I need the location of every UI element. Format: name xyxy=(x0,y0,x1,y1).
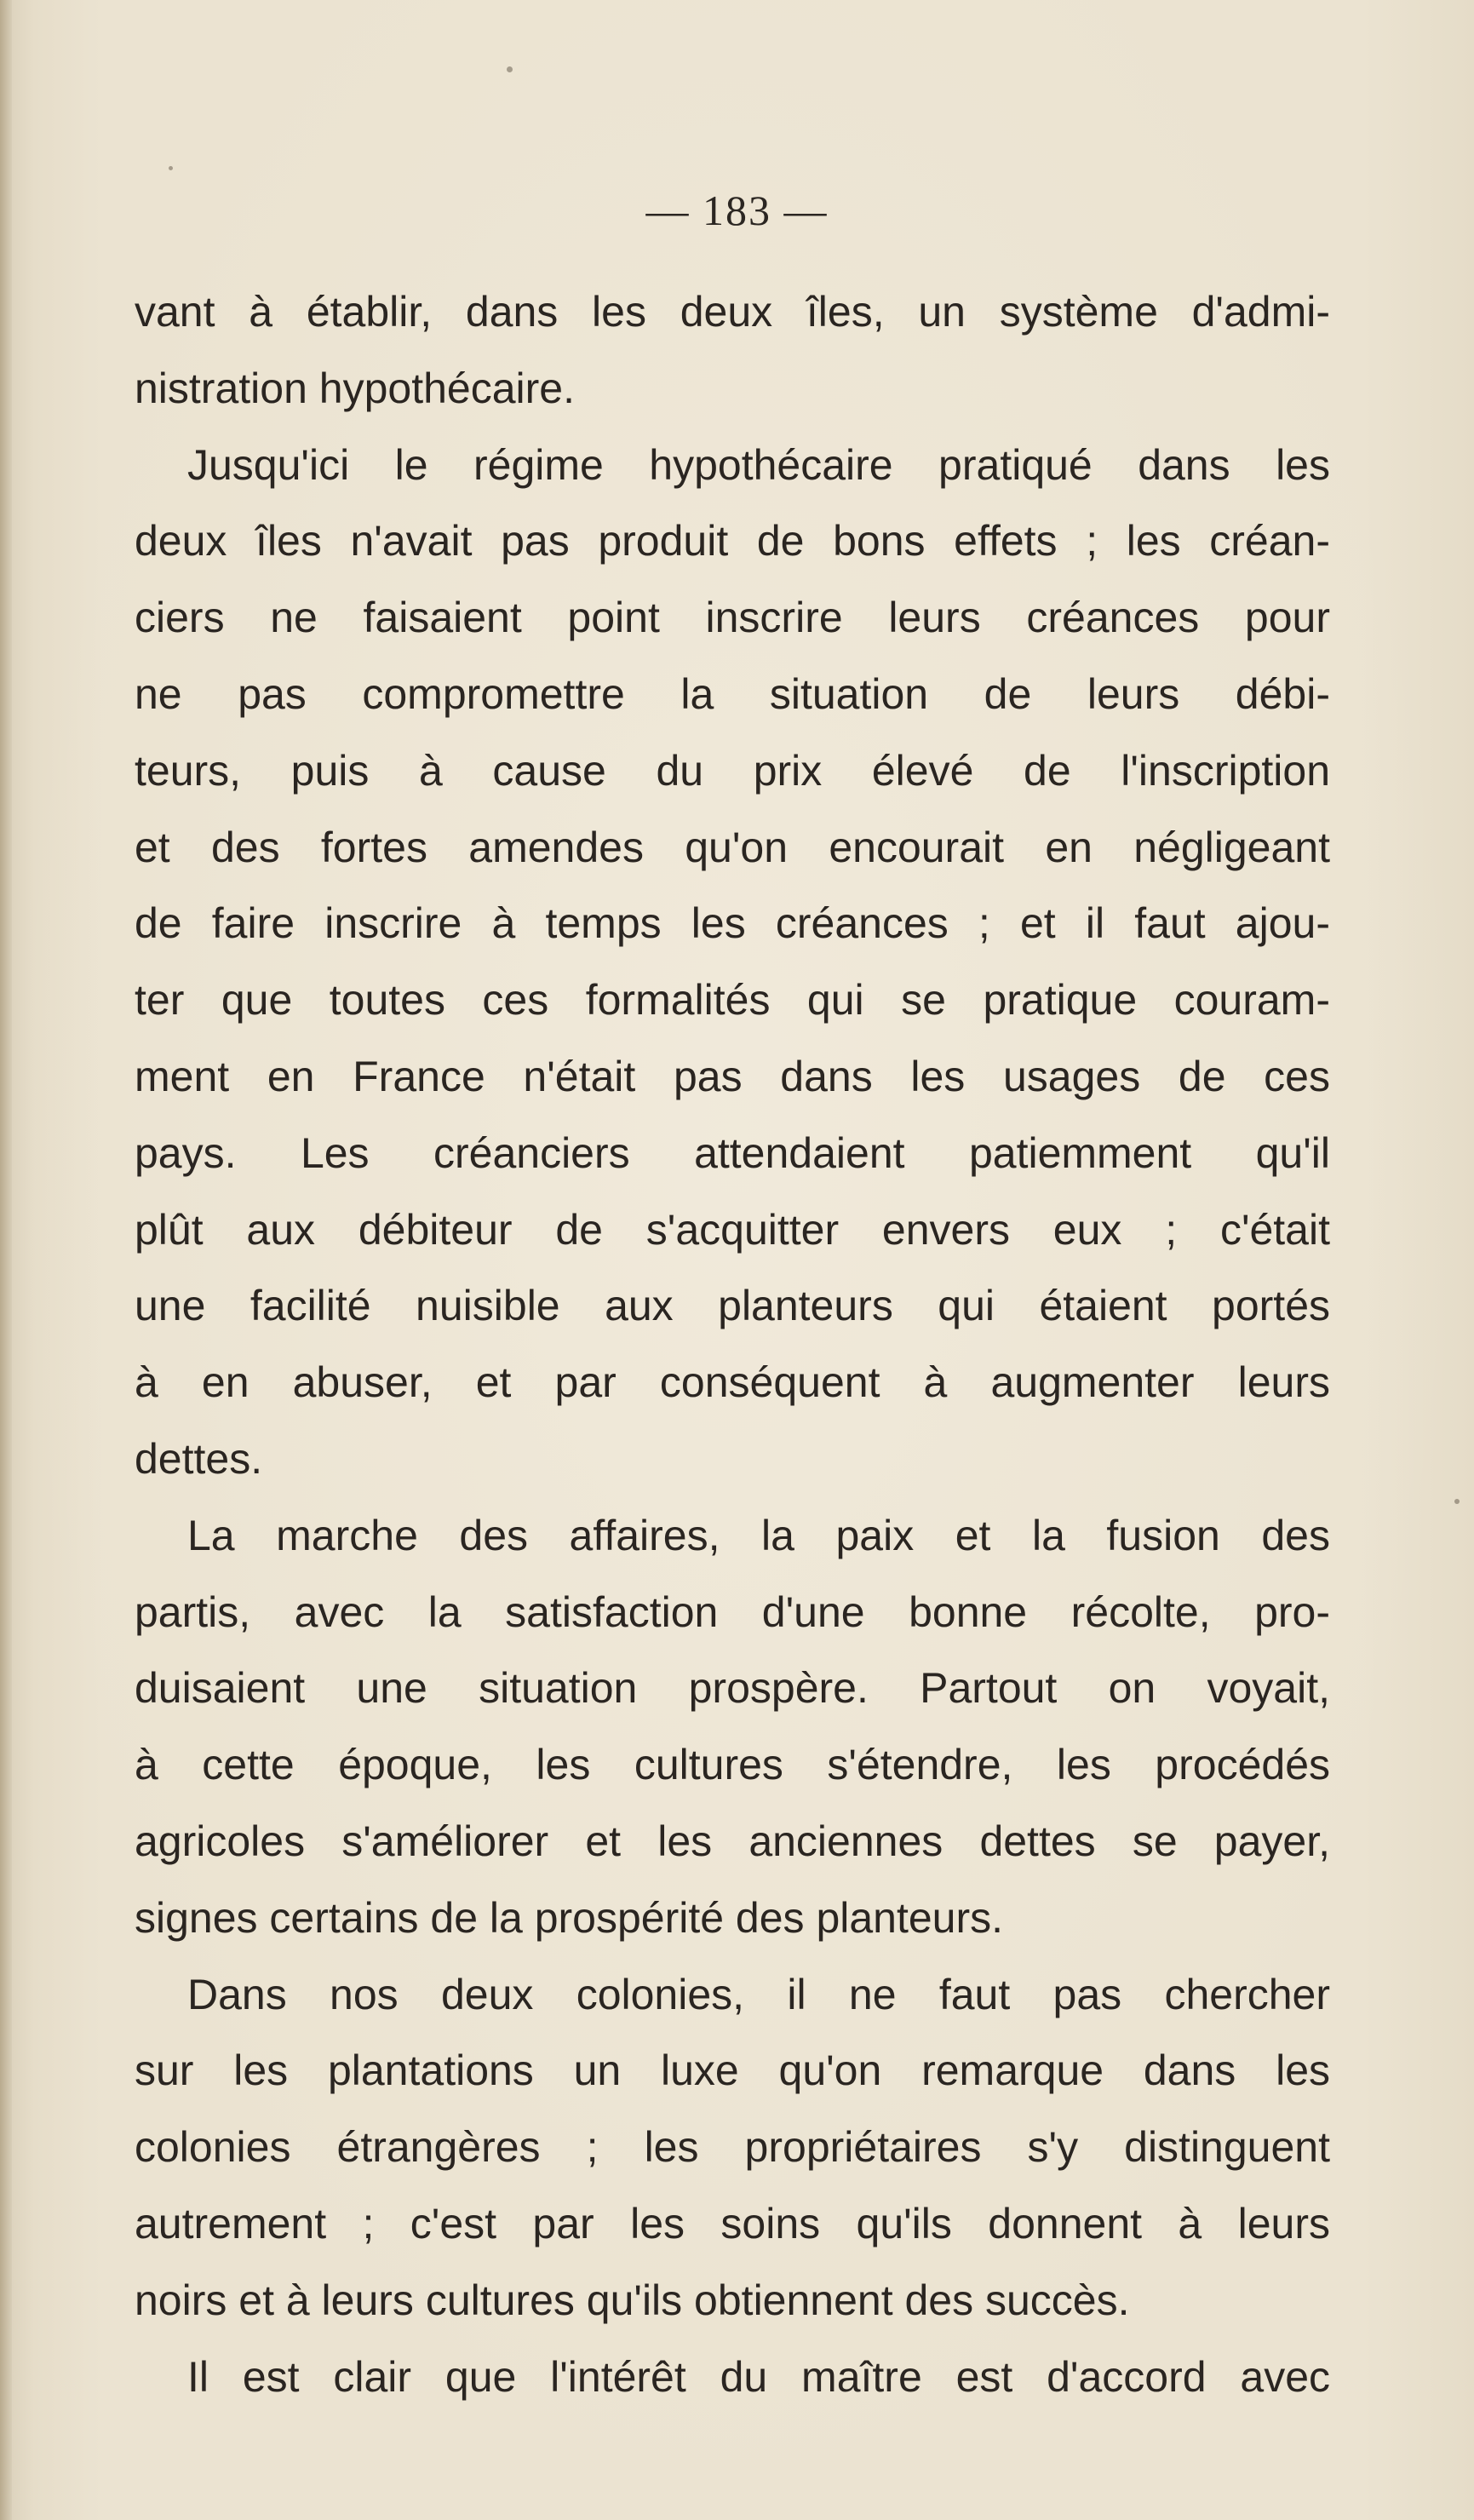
text-line: une facilité nuisible aux planteurs qui étaient portés xyxy=(135,1282,1330,1330)
text-line: noirs et à leurs cultures qu'ils obtiennent des succès. xyxy=(135,2276,1130,2324)
text-line: sur les plantations un luxe qu'on remarque dans les xyxy=(135,2046,1330,2095)
text-line: nistration hypothécaire. xyxy=(135,364,575,412)
text-line: à en abuser, et par conséquent à augmenter leurs xyxy=(135,1358,1330,1407)
text-line: duisaient une situation prospère. Partout on voyait, xyxy=(135,1664,1330,1713)
text-line: ne pas compromettre la situation de leurs débi- xyxy=(135,669,1330,718)
text-line: plût aux débiteur de s'acquitter envers eux ; c'était xyxy=(135,1205,1330,1254)
text-line: vant à établir, dans les deux îles, un système d'admi- xyxy=(135,288,1330,336)
text-line: de faire inscrire à temps les créances ; et il faut ajou- xyxy=(135,899,1330,948)
text-line: colonies étrangères ; les propriétaires s'y distinguent xyxy=(135,2123,1330,2172)
paper-speck xyxy=(507,66,513,72)
text-line: pays. Les créanciers attendaient patiemment qu'il xyxy=(135,1128,1330,1177)
text-line: autrement ; c'est par les soins qu'ils donnent à leurs xyxy=(135,2199,1330,2247)
text-line: Dans nos deux colonies, il ne faut pas chercher xyxy=(187,1970,1330,2018)
text-line: teurs, puis à cause du prix élevé de l'inscription xyxy=(135,746,1330,795)
paper-speck xyxy=(1454,1499,1460,1504)
body-text xyxy=(135,274,1330,2415)
text-line: Il est clair que l'intérêt du maître est d'accord avec xyxy=(187,2352,1330,2401)
text-line: dettes. xyxy=(135,1434,263,1483)
text-line: ment en France n'était pas dans les usages de ces xyxy=(135,1052,1330,1100)
text-line: signes certains de la prospérité des planteurs. xyxy=(135,1893,1004,1942)
text-line: La marche des affaires, la paix et la fusion des xyxy=(187,1511,1330,1559)
text-line: Jusqu'ici le régime hypothécaire pratiqué dans les xyxy=(187,440,1330,489)
text-line: deux îles n'avait pas produit de bons effets ; les créan- xyxy=(135,517,1330,565)
text-line: à cette époque, les cultures s'étendre, les procédés xyxy=(135,1741,1330,1789)
page-number: — 183 — xyxy=(645,187,829,234)
page-gutter-shadow xyxy=(0,0,12,2520)
text-line: agricoles s'améliorer et les anciennes dettes se payer, xyxy=(135,1817,1330,1865)
text-line: ciers ne faisaient point inscrire leurs créances pour xyxy=(135,594,1330,642)
text-line: ter que toutes ces formalités qui se pratique couram- xyxy=(135,976,1330,1025)
paper-speck xyxy=(169,166,173,170)
text-line: et des fortes amendes qu'on encourait en négligeant xyxy=(135,823,1330,871)
text-line: partis, avec la satisfaction d'une bonne récolte, pro- xyxy=(135,1587,1330,1636)
